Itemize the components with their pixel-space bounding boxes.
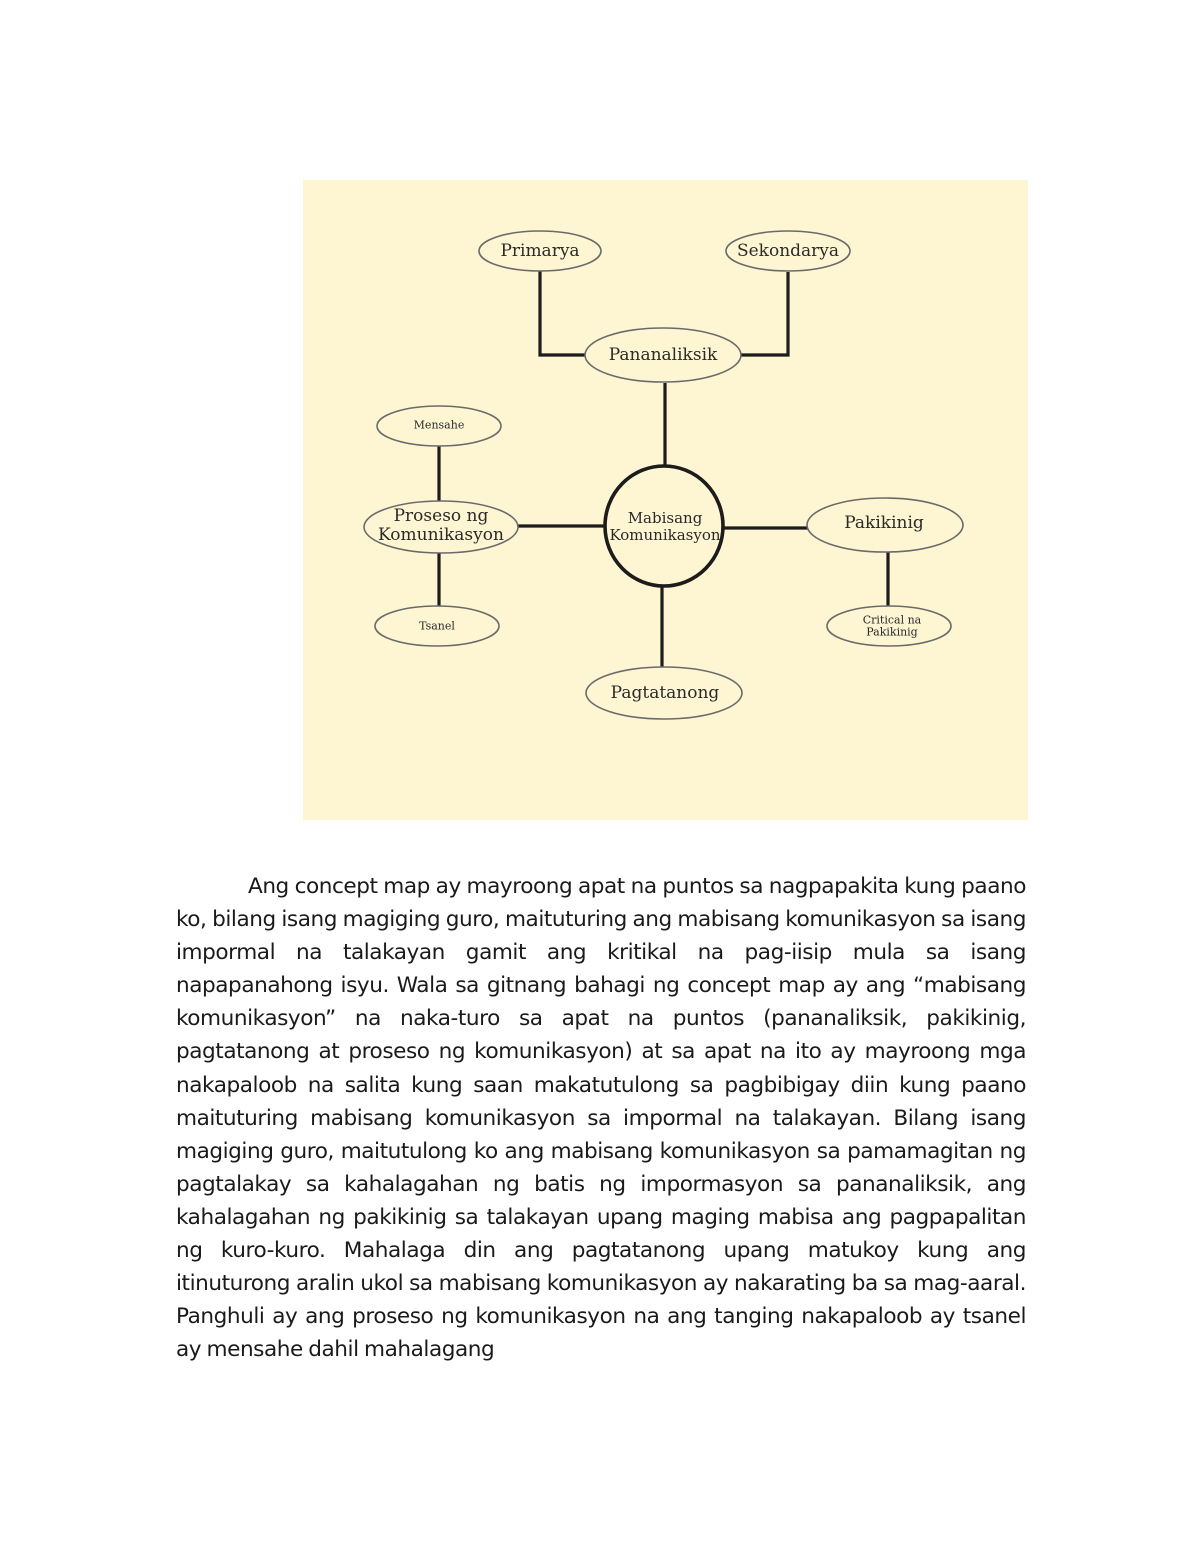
concept-map-diagram xyxy=(303,180,1028,820)
center-node-label-line1: Mabisang xyxy=(627,509,703,527)
node-pananaliksik-label: Pananaliksik xyxy=(608,345,718,365)
line-pananaliksik-sekondarya xyxy=(741,272,788,355)
node-pakikinig-label: Pakikinig xyxy=(844,513,924,533)
node-pakikinig xyxy=(807,498,963,552)
node-pagtatanong xyxy=(586,667,742,719)
node-proseso-ng-komunikasyon xyxy=(364,501,518,553)
node-mensahe xyxy=(377,406,501,446)
node-mabisang-komunikasyon xyxy=(605,466,723,586)
node-sekondarya xyxy=(726,231,850,271)
node-critical-label-line2: Pakikinig xyxy=(866,625,918,639)
center-node-label-line2: Komunikasyon xyxy=(609,526,721,544)
node-critical-na-pakikinig xyxy=(827,606,951,646)
node-primarya xyxy=(479,231,601,271)
node-critical-label-line1: Critical na xyxy=(862,613,922,627)
body-paragraph: Ang concept map ay mayroong apat na puntos sa nagpapakita kung paano ko, bilang isang magiging guro, maituturing ang mabisang komunikasyon sa isang impormal na talakayan gamit ang kritikal na pag-iisip mula sa isang napapanahong isyu. Wala sa gitnang bahagi ng concept map ay ang “mabisang komunikasyon” na naka-turo sa apat na puntos (pananaliksik, pakikinig, pagtatanong at proseso ng komunikasyon) at sa apat na ito ay mayroong mga nakapaloob na salita kung saan makatutulong sa pagbibigay diin kung paano maituturing mabisang komunikasyon sa impormal na talakayan. Bilang isang magiging guro, maitutulong ko ang mabisang komunikasyon sa pamamagitan ng pagtalakay sa kahalagahan ng batis ng impormasyon sa pananaliksik, ang kahalagahan ng pakikinig sa talakayan upang maging mabisa ang pagpapalitan ng kuro-kuro. Mahalaga din ang pagtatanong upang matukoy kung ang itinuturong aralin ukol sa mabisang komunikasyon ay nakarating ba sa mag-aaral. Panghuli ay ang proseso ng komunikasyon na ang tanging nakapaloob ay tsanel ay mensahe dahil mahalagang xyxy=(176,874,1026,1363)
node-tsanel-label: Tsanel xyxy=(419,619,455,633)
line-pananaliksik-primarya xyxy=(540,270,586,355)
node-primarya-label: Primarya xyxy=(500,241,580,261)
node-sekondarya-label: Sekondarya xyxy=(736,241,840,261)
node-proseso-label-line1: Proseso ng xyxy=(393,506,489,526)
node-tsanel xyxy=(375,606,499,646)
node-pagtatanong-label: Pagtatanong xyxy=(610,683,720,703)
concept-map-figure xyxy=(303,180,1028,820)
node-mensahe-label: Mensahe xyxy=(413,418,465,432)
node-proseso-label-line2: Komunikasyon xyxy=(378,525,504,545)
node-pananaliksik xyxy=(585,328,741,382)
